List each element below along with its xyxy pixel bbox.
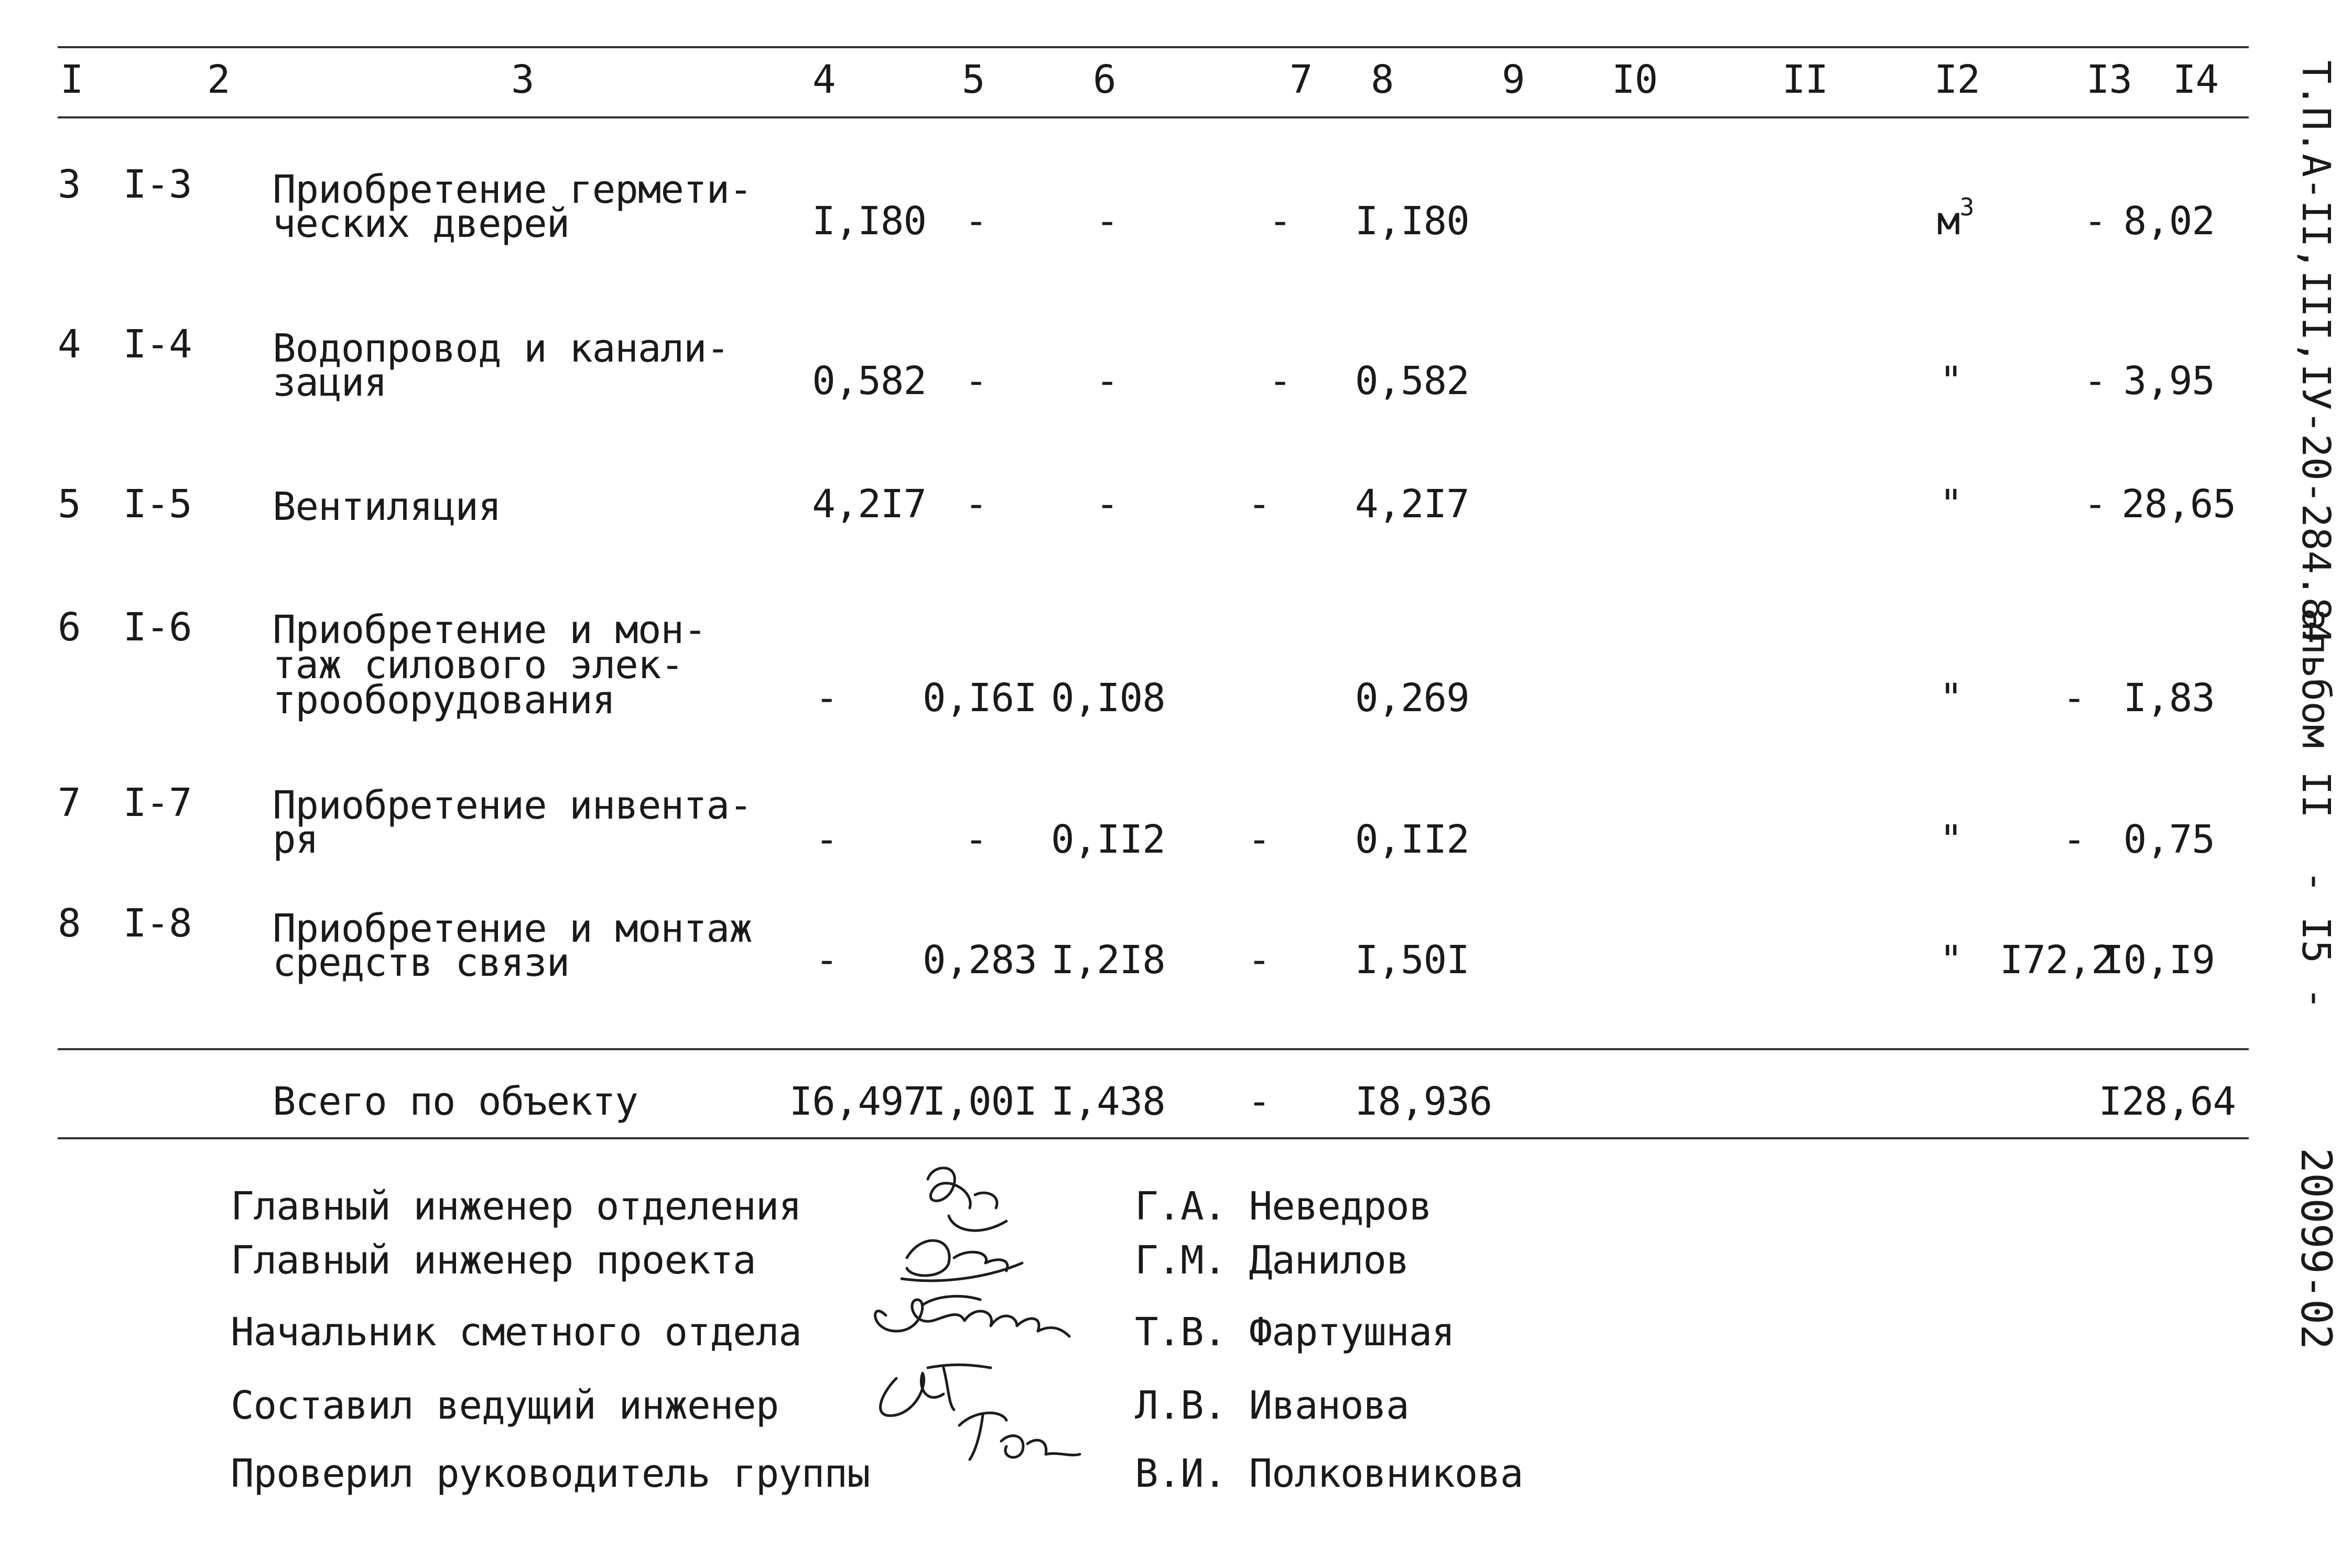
total-top-rule [58, 1048, 2249, 1050]
row-name-line: Приобретение гермети- [273, 167, 752, 212]
row-number: 4 [58, 322, 81, 367]
cell-col6: I,2I8 [1051, 938, 1165, 983]
row-name-line: таж силового элек- [273, 643, 684, 688]
cell-col4: - [815, 676, 838, 721]
signature-role: Главный инженер отделения [231, 1184, 801, 1229]
cell-col4: 0,582 [812, 358, 926, 404]
header-col-5: 5 [962, 57, 985, 102]
cell-col13: - [2084, 199, 2107, 244]
side-page-number: - I5 - [2293, 870, 2338, 1010]
row-code: I-7 [123, 780, 192, 825]
side-inventory-number: 20099-02 [2292, 1148, 2340, 1350]
cell-col12-unit: " [1939, 358, 1963, 404]
total-col5: I,00I [923, 1079, 1037, 1124]
row-number: 6 [58, 605, 81, 650]
cell-col6: 0,II2 [1051, 817, 1165, 862]
unit-superscript: 3 [1959, 193, 1974, 221]
cell-col6: - [1096, 358, 1119, 404]
cell-col14: 0,75 [2123, 817, 2215, 862]
row-code: I-5 [123, 482, 192, 527]
total-col8: I8,936 [1355, 1079, 1492, 1124]
row-code: I-3 [123, 162, 192, 207]
signature-name: В.И. Полковникова [1135, 1451, 1523, 1496]
cell-col14: 3,95 [2123, 358, 2215, 404]
total-col4: I6,497 [789, 1079, 926, 1124]
row-name-line: Приобретение и монтаж [273, 906, 752, 951]
row-number: 8 [58, 901, 81, 946]
cell-col13: - [2063, 676, 2086, 721]
cell-col7: - [1248, 938, 1271, 983]
cell-col13: - [2084, 358, 2107, 404]
cell-col4: - [815, 938, 838, 983]
header-col-13: I3 [2086, 57, 2132, 102]
side-album: альбом II [2293, 608, 2338, 818]
signature-name: Г.А. Неведров [1135, 1184, 1432, 1229]
total-col14: I28,64 [2098, 1079, 2236, 1124]
cell-col5: - [964, 199, 988, 244]
signature-role: Составил ведущий инженер [231, 1383, 779, 1428]
cell-col4: 4,2I7 [812, 482, 926, 527]
row-name-line: трооборудования [273, 678, 615, 723]
row-name-line: Приобретение и мон- [273, 607, 707, 652]
header-col-3: 3 [511, 57, 534, 102]
row-name-line: зация [273, 360, 387, 405]
header-top-rule [58, 46, 2249, 48]
cell-col7: - [1248, 482, 1271, 527]
header-col-12: I2 [1934, 57, 1980, 102]
signature-role: Главный инженер проекта [231, 1238, 756, 1283]
header-col-8: 8 [1371, 57, 1394, 102]
header-col-9: 9 [1502, 57, 1525, 102]
cell-col14: I0,I9 [2100, 938, 2215, 983]
cell-col8: I,I80 [1355, 199, 1469, 244]
header-bottom-rule [58, 116, 2249, 118]
cell-col4: - [815, 817, 838, 862]
signature-name: Л.В. Иванова [1135, 1383, 1409, 1428]
cell-col6: - [1096, 199, 1119, 244]
row-code: I-8 [123, 901, 192, 946]
cell-col8: 0,269 [1355, 676, 1469, 721]
unit-text: м [1937, 199, 1960, 244]
header-col-2: 2 [207, 57, 230, 102]
header-col-10: I0 [1612, 57, 1658, 102]
header-col-4: 4 [812, 57, 836, 102]
cell-col14: I,83 [2123, 676, 2215, 721]
cell-col14: 28,65 [2121, 482, 2236, 527]
cell-col5: - [964, 358, 988, 404]
cell-col6: - [1096, 482, 1119, 527]
row-number: 7 [58, 780, 81, 825]
cell-col12-unit: " [1939, 676, 1963, 721]
cell-col5: 0,283 [923, 938, 1037, 983]
cell-col12-unit: " [1939, 817, 1963, 862]
cell-col4: I,I80 [812, 199, 926, 244]
cell-col5: 0,I6I [923, 676, 1037, 721]
header-col-6: 6 [1093, 57, 1116, 102]
row-name-line: ческих дверей [273, 201, 570, 246]
row-name-line: Вентиляция [273, 484, 501, 529]
cell-col13: I72,2 [2000, 938, 2114, 983]
signature-role: Проверил руководитель группы [231, 1451, 870, 1496]
cell-col12-unit: " [1939, 938, 1963, 983]
row-name-line: Водопровод и канали- [273, 326, 730, 371]
cell-col8: 0,II2 [1355, 817, 1469, 862]
row-number: 5 [58, 482, 81, 527]
total-label: Всего по объекту [273, 1079, 638, 1124]
row-name-line: Приобретение инвента- [273, 783, 752, 828]
row-code: I-6 [123, 605, 192, 650]
signature-name: Г.М. Данилов [1135, 1238, 1409, 1283]
cell-col12-unit [1937, 193, 1974, 245]
cell-col8: 4,2I7 [1355, 482, 1469, 527]
row-name-line: ря [273, 817, 319, 862]
cell-col6: 0,I08 [1051, 676, 1165, 721]
header-col-7: 7 [1289, 57, 1313, 102]
cell-col8: 0,582 [1355, 358, 1469, 404]
cell-col8: I,50I [1355, 938, 1469, 983]
cell-col7: - [1248, 817, 1271, 862]
total-col6: I,438 [1051, 1079, 1165, 1124]
total-col7: - [1248, 1079, 1271, 1124]
row-number: 3 [58, 162, 81, 207]
cell-col5: - [964, 817, 988, 862]
handwritten-signatures [849, 1158, 1143, 1520]
cell-col7: - [1269, 358, 1292, 404]
cell-col14: 8,02 [2123, 199, 2215, 244]
row-name-line: средств связи [273, 940, 570, 985]
cell-col13: - [2084, 482, 2107, 527]
cell-col7: - [1269, 199, 1292, 244]
signature-name: Т.В. Фартушная [1135, 1310, 1455, 1355]
row-code: I-4 [123, 322, 192, 367]
cell-col13: - [2063, 817, 2086, 862]
cell-col12-unit: " [1939, 482, 1963, 527]
header-col-14: I4 [2173, 57, 2219, 102]
side-doc-code: Т.П.А-II,III,IУ-20-284.84 [2293, 60, 2338, 644]
header-col-1: I [60, 57, 83, 102]
header-col-11: II [1782, 57, 1828, 102]
cell-col5: - [964, 482, 988, 527]
total-bottom-rule [58, 1137, 2249, 1139]
signature-role: Начальник сметного отдела [231, 1310, 801, 1355]
